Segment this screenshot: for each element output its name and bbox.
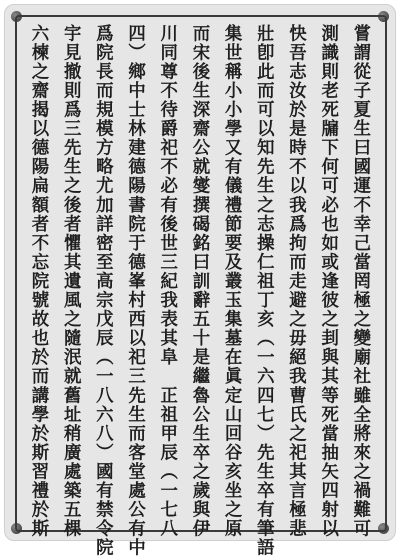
text-column-10: 宇見撤則爲三先生之後者懼其遺風之隨泯就舊址稍廣處築五棵 xyxy=(60,24,81,539)
text-column-11: 六楝之齋揭以德陽扁額者不忘院號故也於而講學於斯習禮於斯 xyxy=(28,24,48,539)
text-column-9: 爲院長而規模方略尤加詳密至高宗戊辰（一八六八）國有禁令院 xyxy=(92,24,113,557)
text-column-5: 集世稱小小學又有儀禮節要及叢玉集墓在眞定山回谷亥坐之原 xyxy=(221,24,242,539)
text-column-1: 嘗謂從子夏生曰國運不幸己當罔極之變廟社雖全將來之禍難可 xyxy=(349,24,370,539)
text-column-3: 快吾志汝於是時不以我爲拘而走避之毋絕我曹氏之祀其言極悲 xyxy=(285,24,306,539)
text-column-7: 川同尊不待爵祀不必有後世三紀我表其阜 正祖甲辰（一七八 xyxy=(156,24,177,539)
text-column-4: 壯卽此而可以知先生之志操仁祖丁亥（一六四七）先生卒有筆語 xyxy=(253,24,274,557)
vertical-text-body xyxy=(24,24,370,557)
text-column-2: 測識則老死牖下何可必也如或逢彼之刲與其等死當抽矢四射以 xyxy=(317,24,338,539)
text-column-8: 四）鄉中士林建德陽書院于德峯村西以祀三先生而客堂處公有中 xyxy=(124,24,145,557)
text-column-6: 而宋後生深齋公就燮撰碣銘曰訓辭五十是繼魯公生卒之歲與伊 xyxy=(188,24,209,539)
